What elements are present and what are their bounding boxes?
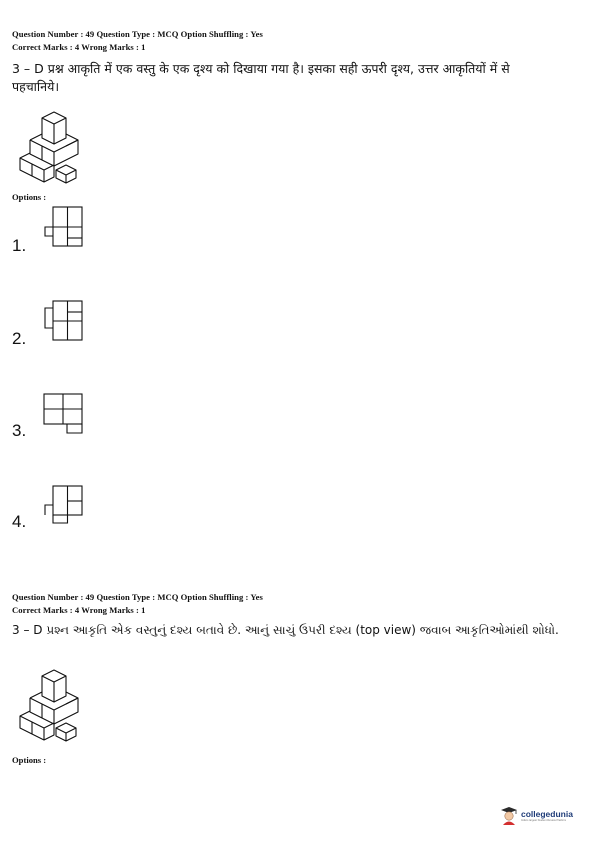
option-1-figure-icon[interactable] — [43, 206, 83, 248]
question-meta-line1: Question Number : 49 Question Type : MCQ Option Shuffling : Yes — [12, 592, 263, 602]
question-marks-line: Correct Marks : 4 Wrong Marks : 1 — [12, 605, 146, 615]
question-text-line1: 3 – D પ્રશ્ન આકૃતિ એક વસ્તુનું દશ્ય બતાવે છે. આનું સાચું ઉપરી દશ્ય (top view) જવાબ આકૃતિઓમાંથી શોધો. — [12, 623, 559, 637]
brand-name: collegedunia — [521, 809, 573, 819]
option-3-figure-icon[interactable] — [43, 393, 83, 435]
collegedunia-watermark — [500, 806, 573, 826]
question-text-line2: पहचानिये। — [12, 79, 60, 94]
option-number-2: 2. — [12, 329, 27, 348]
brand-tagline: India's largest Student Review Platform — [521, 819, 567, 822]
question-text-line1: 3 – D प्रश्न आकृति में एक वस्तु के एक दृश्य को दिखाया गया है। इसका सही ऊपरी दृश्य, उत्तर आकृतियों में से — [12, 61, 510, 76]
question-figure-icon — [16, 110, 84, 184]
question-figure-icon — [16, 668, 84, 742]
option-2-figure-icon[interactable] — [43, 300, 83, 342]
question-marks-line: Correct Marks : 4 Wrong Marks : 1 — [12, 42, 146, 52]
graduate-mascot-logo-icon — [500, 806, 518, 826]
option-number-3: 3. — [12, 421, 27, 440]
option-number-1: 1. — [12, 236, 27, 255]
options-label: Options : — [12, 192, 47, 202]
option-4-figure-icon[interactable] — [43, 485, 83, 527]
question-meta-line1: Question Number : 49 Question Type : MCQ Option Shuffling : Yes — [12, 29, 263, 39]
options-label: Options : — [12, 755, 47, 765]
option-number-4: 4. — [12, 512, 27, 531]
